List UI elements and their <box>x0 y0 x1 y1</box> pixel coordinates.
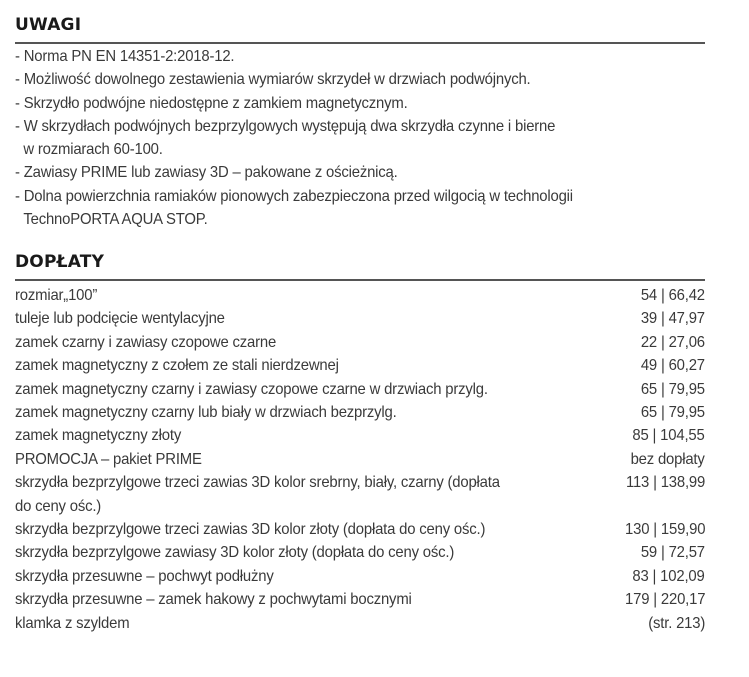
note-text: - Skrzydło podwójne niedostępne z zamkiem magnetycznym. <box>15 94 408 112</box>
table-row <box>15 518 705 541</box>
table-row <box>15 307 705 330</box>
row-label: tuleje lub podcięcie wentylacyjne <box>15 310 225 328</box>
row-label: rozmiar„100” <box>15 287 98 304</box>
note-text-continuation: w rozmiarach 60-100. <box>23 141 163 159</box>
row-price: bez dopłaty <box>630 450 705 468</box>
table-row <box>15 565 705 588</box>
row-price: (str. 213) <box>648 614 705 632</box>
row-price: 49 | 60,27 <box>640 357 705 375</box>
note-text: - W skrzydłach podwójnych bezprzylgowych występują dwa skrzydła czynne i bierne <box>15 117 556 135</box>
row-label-line: do ceny ośc.) <box>15 497 102 515</box>
table-row <box>15 331 705 354</box>
table-row <box>15 401 705 424</box>
surcharge-table <box>15 284 705 635</box>
row-label: PROMOCJA – pakiet PRIME <box>15 450 202 468</box>
row-price: 83 | 102,09 <box>632 567 705 585</box>
table-row <box>15 541 705 564</box>
note-text: - Norma PN EN 14351-2:2018-12. <box>15 48 235 65</box>
note-item <box>15 45 657 68</box>
row-price: 113 | 138,99 <box>625 474 705 492</box>
row-label: zamek czarny i zawiasy czopowe czarne <box>15 333 277 351</box>
note-item <box>15 92 657 115</box>
row-price: 54 | 66,42 <box>640 287 705 304</box>
row-price: 39 | 47,97 <box>640 310 705 328</box>
row-label: zamek magnetyczny czarny lub biały w drzwiach bezprzylg. <box>15 404 397 422</box>
table-row <box>15 354 705 377</box>
row-label <box>15 471 500 518</box>
table-row <box>15 588 705 611</box>
row-label: skrzydła przesuwne – pochwyt podłużny <box>15 567 274 585</box>
table-row <box>15 471 705 518</box>
table-row <box>15 378 705 401</box>
row-price: 179 | 220,17 <box>624 591 705 609</box>
note-text: - Dolna powierzchnia ramiaków pionowych zabezpieczona przed wilgocią w technologii <box>15 187 573 205</box>
note-item <box>15 68 657 91</box>
table-row <box>15 448 705 471</box>
row-price: 65 | 79,95 <box>640 404 705 422</box>
table-row <box>15 284 705 307</box>
row-label: zamek magnetyczny z czołem ze stali nierdzewnej <box>15 357 339 375</box>
row-label: klamka z szyldem <box>15 614 130 632</box>
section-divider <box>15 279 705 281</box>
table-row <box>15 424 705 447</box>
row-label: zamek magnetyczny złoty <box>15 427 182 445</box>
row-label: skrzydła bezprzylgowe zawiasy 3D kolor złoty (dopłata do ceny ośc.) <box>15 544 455 562</box>
row-label: zamek magnetyczny czarny i zawiasy czopowe czarne w drzwiach przylg. <box>15 380 488 398</box>
row-price: 130 | 159,90 <box>624 521 705 539</box>
row-label: skrzydła bezprzylgowe trzeci zawias 3D kolor złoty (dopłata do ceny ośc.) <box>15 521 486 539</box>
notes-list <box>15 45 705 231</box>
row-price: 65 | 79,95 <box>640 380 705 398</box>
note-item <box>15 161 657 184</box>
row-price: 85 | 104,55 <box>632 427 705 445</box>
note-text: - Możliwość dowolnego zestawienia wymiarów skrzydeł w drzwiach podwójnych. <box>15 71 531 89</box>
row-price: 22 | 27,06 <box>640 333 705 351</box>
section-title-doplaty: DOPŁATY <box>15 252 105 272</box>
row-label-line: skrzydła bezprzylgowe trzeci zawias 3D kolor srebrny, biały, czarny (dopłata <box>15 474 500 492</box>
note-text: - Zawiasy PRIME lub zawiasy 3D – pakowane z ościeżnicą. <box>15 164 398 182</box>
table-row <box>15 612 705 635</box>
row-price: 59 | 72,57 <box>640 544 705 562</box>
note-item <box>15 115 657 162</box>
note-text-continuation: TechnoPORTA AQUA STOP. <box>23 211 208 229</box>
section-divider <box>15 42 705 44</box>
note-item <box>15 185 657 232</box>
row-label: skrzydła przesuwne – zamek hakowy z pochwytami bocznymi <box>15 591 412 609</box>
section-title-uwagi: UWAGI <box>15 15 82 35</box>
